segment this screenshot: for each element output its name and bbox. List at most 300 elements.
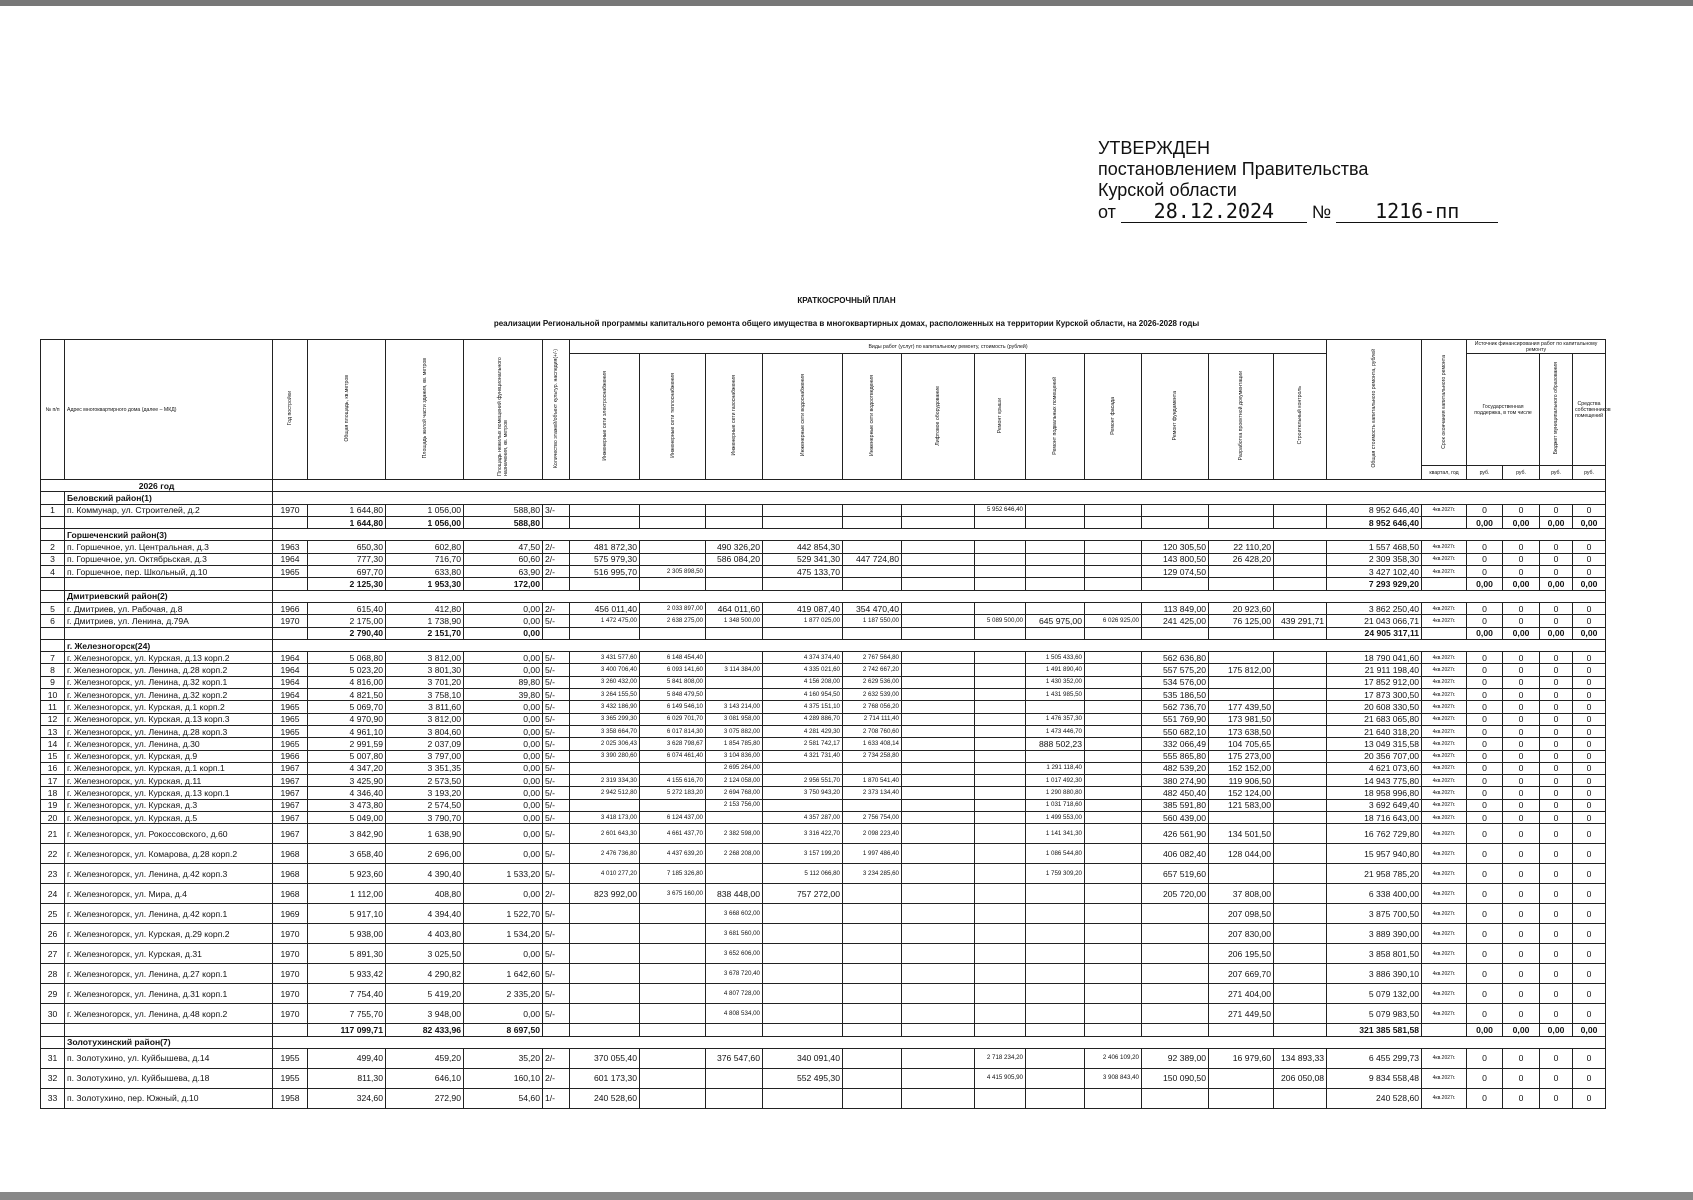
row-work-drain <box>843 1048 902 1068</box>
row-total-area: 5 891,30 <box>308 944 386 964</box>
row-work-base: 1 476 357,30 <box>1026 713 1085 725</box>
row-work-water <box>763 799 843 811</box>
row-fin-value: 0 <box>1503 725 1540 737</box>
row-fin-value: 0 <box>1573 553 1606 565</box>
row-work-facade <box>1085 504 1142 516</box>
row-work-control <box>1274 824 1327 844</box>
row-living-area: 3 790,70 <box>386 812 464 824</box>
row-fin-value: 0 <box>1540 864 1573 884</box>
row-work-base: 1 086 544,80 <box>1026 844 1085 864</box>
row-fin-value: 0 <box>1573 725 1606 737</box>
row-work-elec <box>570 762 640 774</box>
row-nonres-area: 47,50 <box>464 541 543 553</box>
row-work-base: 888 502,23 <box>1026 738 1085 750</box>
cell-empty <box>902 1024 975 1036</box>
row-work-heat <box>640 964 706 984</box>
row-work-facade <box>1085 652 1142 664</box>
row-work-roof <box>975 652 1026 664</box>
plan-subtitle: реализации Региональной программы капитального ремонта общего имущества в многоквартирных домах, расположенных на территории Курской области, на 2026-2028 годы <box>493 319 1200 328</box>
table-row <box>41 1088 1606 1108</box>
cell-empty <box>41 516 65 528</box>
row-term: 4кв.2027г. <box>1422 664 1467 676</box>
row-work-facade <box>1085 725 1142 737</box>
row-total-area: 5 917,10 <box>308 904 386 924</box>
plan-table-body <box>41 480 1606 1109</box>
row-work-water: 552 495,30 <box>763 1068 843 1088</box>
row-fin-value: 0 <box>1540 984 1573 1004</box>
row-address: г. Железногорск, ул. Курская, д.3 <box>65 799 273 811</box>
cell-empty <box>1209 578 1274 590</box>
row-work-facade <box>1085 553 1142 565</box>
row-number: 26 <box>41 924 65 944</box>
row-work-elec <box>570 984 640 1004</box>
subtotal-row <box>41 627 1606 639</box>
row-work-drain <box>843 944 902 964</box>
row-work-facade <box>1085 676 1142 688</box>
row-living-area: 3 801,30 <box>386 664 464 676</box>
row-fin-value: 0 <box>1573 676 1606 688</box>
row-fin-value: 0 <box>1540 1088 1573 1108</box>
row-address: г. Железногорск, ул. Курская, д.13 корп.2 <box>65 652 273 664</box>
row-fin-value: 0 <box>1467 824 1503 844</box>
row-work-found <box>1142 964 1209 984</box>
row-work-found: 241 425,00 <box>1142 615 1209 627</box>
row-year: 1970 <box>273 1004 308 1024</box>
row-fin-value: 0 <box>1467 944 1503 964</box>
subtotal-fin-value: 0,00 <box>1540 627 1573 639</box>
cell-empty <box>640 516 706 528</box>
row-work-control: 134 893,33 <box>1274 1048 1327 1068</box>
row-fin-value: 0 <box>1573 964 1606 984</box>
cell-empty <box>41 492 65 504</box>
row-fin-value: 0 <box>1503 1088 1540 1108</box>
cell-empty <box>570 627 640 639</box>
row-address: п. Горшечное, ул. Октябрьская, д.3 <box>65 553 273 565</box>
approval-line2: постановлением Правительства <box>1098 159 1369 179</box>
row-work-base: 1 141 341,30 <box>1026 824 1085 844</box>
row-work-design: 104 705,65 <box>1209 738 1274 750</box>
row-living-area: 3 758,10 <box>386 689 464 701</box>
row-fin-value: 0 <box>1467 904 1503 924</box>
row-year: 1966 <box>273 602 308 614</box>
row-total-cost: 4 621 073,60 <box>1327 762 1422 774</box>
row-work-design: 37 808,00 <box>1209 884 1274 904</box>
row-year: 1970 <box>273 964 308 984</box>
row-floors: 3/- <box>543 504 570 516</box>
row-work-water <box>763 944 843 964</box>
row-work-heat <box>640 1068 706 1088</box>
row-work-lift <box>902 615 975 627</box>
row-fin-value: 0 <box>1573 904 1606 924</box>
row-work-control <box>1274 924 1327 944</box>
row-term: 4кв.2027г. <box>1422 824 1467 844</box>
row-work-drain <box>843 924 902 944</box>
row-work-design <box>1209 676 1274 688</box>
row-work-gas <box>706 1068 763 1088</box>
table-row <box>41 864 1606 884</box>
row-work-gas: 1 854 785,80 <box>706 738 763 750</box>
row-fin-value: 0 <box>1540 541 1573 553</box>
district-row <box>41 492 1606 504</box>
row-work-lift <box>902 824 975 844</box>
row-work-found <box>1142 924 1209 944</box>
row-work-roof <box>975 924 1026 944</box>
row-address: г. Дмитриев, ул. Ленина, д.79А <box>65 615 273 627</box>
row-work-elec <box>570 799 640 811</box>
row-work-base <box>1026 553 1085 565</box>
row-address: п. Коммунар, ул. Строителей, д.2 <box>65 504 273 516</box>
row-work-elec: 240 528,60 <box>570 1088 640 1108</box>
row-work-control <box>1274 566 1327 578</box>
row-number: 19 <box>41 799 65 811</box>
table-row <box>41 725 1606 737</box>
row-work-gas: 2 124 058,00 <box>706 775 763 787</box>
approval-date: 28.12.2024 <box>1121 201 1307 223</box>
row-work-drain: 1 997 486,40 <box>843 844 902 864</box>
row-number: 6 <box>41 615 65 627</box>
row-work-design: 119 906,50 <box>1209 775 1274 787</box>
cell-empty <box>41 1036 65 1048</box>
row-work-heat <box>640 904 706 924</box>
row-year: 1964 <box>273 553 308 565</box>
cell-empty <box>843 516 902 528</box>
row-living-area: 3 812,00 <box>386 713 464 725</box>
row-fin-value: 0 <box>1573 689 1606 701</box>
subtotal-fin-value: 0,00 <box>1503 627 1540 639</box>
row-address: г. Железногорск, ул. Ленина, д.31 корп.1 <box>65 984 273 1004</box>
row-living-area: 1 738,90 <box>386 615 464 627</box>
row-work-water <box>763 924 843 944</box>
row-address: г. Железногорск, ул. Курская, д.5 <box>65 812 273 824</box>
row-fin-value: 0 <box>1467 1088 1503 1108</box>
cell-empty <box>843 578 902 590</box>
row-living-area: 646,10 <box>386 1068 464 1088</box>
row-work-heat: 3 628 798,67 <box>640 738 706 750</box>
row-nonres-area: 0,00 <box>464 812 543 824</box>
row-total-area: 1 112,00 <box>308 884 386 904</box>
row-work-elec: 3 264 155,50 <box>570 689 640 701</box>
cell-empty <box>763 627 843 639</box>
row-work-lift <box>902 676 975 688</box>
row-fin-value: 0 <box>1540 750 1573 762</box>
row-total-cost: 3 862 250,40 <box>1327 602 1422 614</box>
row-work-found: 385 591,80 <box>1142 799 1209 811</box>
row-total-area: 650,30 <box>308 541 386 553</box>
row-living-area: 1 638,90 <box>386 824 464 844</box>
row-work-elec <box>570 944 640 964</box>
table-row <box>41 713 1606 725</box>
row-work-control <box>1274 664 1327 676</box>
row-floors: 5/- <box>543 775 570 787</box>
cell-empty <box>1209 627 1274 639</box>
row-address: п. Горшечное, пер. Школьный, д.10 <box>65 566 273 578</box>
row-fin-value: 0 <box>1540 566 1573 578</box>
row-work-drain: 2 708 760,60 <box>843 725 902 737</box>
row-floors: 5/- <box>543 799 570 811</box>
row-number: 15 <box>41 750 65 762</box>
table-row <box>41 812 1606 824</box>
row-work-elec: 4 010 277,20 <box>570 864 640 884</box>
header-fin-region: руб. <box>1503 466 1540 480</box>
row-term: 4кв.2027г. <box>1422 1088 1467 1108</box>
row-year: 1969 <box>273 904 308 924</box>
row-work-heat <box>640 1088 706 1108</box>
row-number: 5 <box>41 602 65 614</box>
row-term: 4кв.2027г. <box>1422 1068 1467 1088</box>
row-address: г. Железногорск, ул. Ленина, д.30 <box>65 738 273 750</box>
row-fin-value: 0 <box>1467 701 1503 713</box>
row-work-design: 177 439,50 <box>1209 701 1274 713</box>
row-work-base: 1 431 985,50 <box>1026 689 1085 701</box>
row-work-drain: 2 373 134,40 <box>843 787 902 799</box>
row-fin-value: 0 <box>1467 504 1503 516</box>
subtotal-fin-value: 0,00 <box>1573 1024 1606 1036</box>
row-work-found <box>1142 984 1209 1004</box>
row-work-drain: 2 767 564,80 <box>843 652 902 664</box>
row-work-design: 207 830,00 <box>1209 924 1274 944</box>
row-fin-value: 0 <box>1573 566 1606 578</box>
row-work-lift <box>902 602 975 614</box>
row-nonres-area: 0,00 <box>464 750 543 762</box>
row-work-elec: 3 390 280,60 <box>570 750 640 762</box>
row-work-gas: 3 081 958,00 <box>706 713 763 725</box>
row-work-base: 1 031 718,60 <box>1026 799 1085 811</box>
row-address: г. Железногорск, ул. Курская, д.9 <box>65 750 273 762</box>
row-nonres-area: 1 533,20 <box>464 864 543 884</box>
row-work-water: 5 112 066,80 <box>763 864 843 884</box>
row-work-roof <box>975 775 1026 787</box>
row-fin-value: 0 <box>1573 664 1606 676</box>
row-fin-value: 0 <box>1503 738 1540 750</box>
row-work-heat: 6 017 814,30 <box>640 725 706 737</box>
row-work-roof <box>975 787 1026 799</box>
row-floors: 5/- <box>543 787 570 799</box>
cell-empty <box>543 1024 570 1036</box>
row-work-control <box>1274 844 1327 864</box>
row-floors: 5/- <box>543 762 570 774</box>
row-work-gas <box>706 1088 763 1108</box>
row-nonres-area: 0,00 <box>464 602 543 614</box>
header-work-base: Ремонт подвальных помещений <box>1026 354 1085 480</box>
cell-empty <box>1026 627 1085 639</box>
row-address: г. Железногорск, ул. Мира, д.4 <box>65 884 273 904</box>
subtotal-cost: 7 293 929,20 <box>1327 578 1422 590</box>
row-nonres-area: 2 335,20 <box>464 984 543 1004</box>
row-work-lift <box>902 689 975 701</box>
row-fin-value: 0 <box>1503 884 1540 904</box>
table-row <box>41 964 1606 984</box>
cell-empty <box>543 516 570 528</box>
header-term: Срок окончания капитального ремонта <box>1422 340 1467 466</box>
table-row <box>41 762 1606 774</box>
cell-empty <box>1142 578 1209 590</box>
row-living-area: 716,70 <box>386 553 464 565</box>
district-name: Дмитриевский район(2) <box>65 590 273 602</box>
row-total-area: 7 754,40 <box>308 984 386 1004</box>
row-fin-value: 0 <box>1540 1048 1573 1068</box>
row-work-found <box>1142 1088 1209 1108</box>
row-work-heat: 4 155 616,70 <box>640 775 706 787</box>
row-fin-value: 0 <box>1540 799 1573 811</box>
row-work-facade: 2 406 109,20 <box>1085 1048 1142 1068</box>
row-living-area: 1 056,00 <box>386 504 464 516</box>
row-floors: 5/- <box>543 664 570 676</box>
cell-empty <box>273 639 1606 651</box>
row-address: п. Золотухино, пер. Южный, д.10 <box>65 1088 273 1108</box>
row-work-elec: 3 432 186,90 <box>570 701 640 713</box>
cell-empty <box>706 578 763 590</box>
row-work-elec: 575 979,30 <box>570 553 640 565</box>
row-work-water: 4 375 151,10 <box>763 701 843 713</box>
cell-empty <box>843 627 902 639</box>
header-work-found: Ремонт фундамента <box>1142 354 1209 480</box>
row-work-facade: 3 908 843,40 <box>1085 1068 1142 1088</box>
header-state-group: Государственная поддержка, в том числе <box>1467 354 1540 466</box>
row-work-design: 26 428,20 <box>1209 553 1274 565</box>
row-work-design <box>1209 1068 1274 1088</box>
header-work-elec: Инженерные сети электроснабжения <box>570 354 640 480</box>
table-row <box>41 824 1606 844</box>
row-work-water: 529 341,30 <box>763 553 843 565</box>
row-work-found <box>1142 504 1209 516</box>
table-row <box>41 701 1606 713</box>
row-term: 4кв.2027г. <box>1422 713 1467 725</box>
row-work-heat: 6 124 437,00 <box>640 812 706 824</box>
row-work-heat <box>640 944 706 964</box>
cell-empty <box>706 1024 763 1036</box>
header-works-group: Виды работ (услуг) по капитальному ремонту, стоимость (рублей) <box>570 340 1327 354</box>
row-number: 7 <box>41 652 65 664</box>
row-work-drain: 2 742 667,20 <box>843 664 902 676</box>
cell-empty <box>975 627 1026 639</box>
subtotal-fin-value: 0,00 <box>1540 578 1573 590</box>
row-number: 21 <box>41 824 65 844</box>
row-fin-value: 0 <box>1503 676 1540 688</box>
subtotal-fin-value: 0,00 <box>1467 516 1503 528</box>
row-work-elec: 481 872,30 <box>570 541 640 553</box>
header-work-gas: Инженерные сети газоснабжения <box>706 354 763 480</box>
row-nonres-area: 0,00 <box>464 713 543 725</box>
row-address: г. Железногорск, ул. Ленина, д.32 корп.1 <box>65 676 273 688</box>
row-year: 1965 <box>273 738 308 750</box>
cell-empty <box>273 578 308 590</box>
row-fin-value: 0 <box>1467 924 1503 944</box>
row-work-base <box>1026 1048 1085 1068</box>
subtotal-fin-value: 0,00 <box>1573 578 1606 590</box>
row-work-water <box>763 1088 843 1108</box>
row-work-base <box>1026 541 1085 553</box>
subtotal-living-area: 2 151,70 <box>386 627 464 639</box>
row-year: 1967 <box>273 812 308 824</box>
row-work-facade <box>1085 984 1142 1004</box>
row-total-cost: 20 608 330,50 <box>1327 701 1422 713</box>
row-work-roof <box>975 664 1026 676</box>
row-work-gas: 3 143 214,00 <box>706 701 763 713</box>
row-work-elec <box>570 504 640 516</box>
row-work-facade <box>1085 904 1142 924</box>
row-work-control <box>1274 775 1327 787</box>
subtotal-total-area: 2 790,40 <box>308 627 386 639</box>
row-fin-value: 0 <box>1503 602 1540 614</box>
row-nonres-area: 39,80 <box>464 689 543 701</box>
row-work-design: 16 979,60 <box>1209 1048 1274 1068</box>
row-number: 2 <box>41 541 65 553</box>
district-name: Беловский район(1) <box>65 492 273 504</box>
row-term: 4кв.2027г. <box>1422 652 1467 664</box>
row-work-water <box>763 904 843 924</box>
row-fin-value: 0 <box>1503 750 1540 762</box>
row-fin-value: 0 <box>1540 964 1573 984</box>
row-term: 4кв.2027г. <box>1422 566 1467 578</box>
row-work-gas: 2 382 598,00 <box>706 824 763 844</box>
row-work-roof <box>975 553 1026 565</box>
row-fin-value: 0 <box>1503 664 1540 676</box>
row-work-base <box>1026 964 1085 984</box>
row-total-area: 4 347,20 <box>308 762 386 774</box>
row-work-lift <box>902 1068 975 1088</box>
row-total-cost: 6 338 400,00 <box>1327 884 1422 904</box>
row-work-drain: 354 470,40 <box>843 602 902 614</box>
row-work-facade <box>1085 924 1142 944</box>
cell-empty <box>1085 578 1142 590</box>
row-work-lift <box>902 1048 975 1068</box>
subtotal-total-area: 2 125,30 <box>308 578 386 590</box>
row-total-area: 4 821,50 <box>308 689 386 701</box>
row-work-gas: 490 326,20 <box>706 541 763 553</box>
row-total-cost: 240 528,60 <box>1327 1088 1422 1108</box>
row-work-heat: 3 675 160,00 <box>640 884 706 904</box>
row-living-area: 272,90 <box>386 1088 464 1108</box>
row-floors: 5/- <box>543 812 570 824</box>
row-number: 16 <box>41 762 65 774</box>
row-work-drain: 2 768 056,20 <box>843 701 902 713</box>
row-work-control <box>1274 504 1327 516</box>
row-floors: 5/- <box>543 713 570 725</box>
row-fin-value: 0 <box>1540 652 1573 664</box>
row-address: г. Железногорск, ул. Курская, д.29 корп.2 <box>65 924 273 944</box>
subtotal-cost: 8 952 646,40 <box>1327 516 1422 528</box>
row-work-facade <box>1085 738 1142 750</box>
row-work-heat: 5 272 183,20 <box>640 787 706 799</box>
row-term: 4кв.2027г. <box>1422 689 1467 701</box>
row-fin-value: 0 <box>1503 553 1540 565</box>
row-fin-value: 0 <box>1467 725 1503 737</box>
row-floors: 5/- <box>543 824 570 844</box>
row-work-gas <box>706 504 763 516</box>
row-work-base <box>1026 904 1085 924</box>
row-nonres-area: 1 522,70 <box>464 904 543 924</box>
cell-empty <box>1142 627 1209 639</box>
row-work-elec: 2 025 306,43 <box>570 738 640 750</box>
subtotal-total-area: 117 099,71 <box>308 1024 386 1036</box>
cell-empty <box>273 627 308 639</box>
row-total-cost: 18 958 996,80 <box>1327 787 1422 799</box>
row-fin-value: 0 <box>1540 664 1573 676</box>
cell-empty <box>543 627 570 639</box>
header-work-water: Инженерные сети водоснабжения <box>763 354 843 480</box>
subtotal-row <box>41 1024 1606 1036</box>
row-work-water: 4 374 374,40 <box>763 652 843 664</box>
row-total-area: 7 755,70 <box>308 1004 386 1024</box>
row-floors: 2/- <box>543 553 570 565</box>
row-work-facade <box>1085 864 1142 884</box>
row-floors: 5/- <box>543 676 570 688</box>
row-work-control <box>1274 864 1327 884</box>
row-fin-value: 0 <box>1467 615 1503 627</box>
subtotal-row <box>41 578 1606 590</box>
row-term: 4кв.2027г. <box>1422 944 1467 964</box>
row-work-found <box>1142 944 1209 964</box>
